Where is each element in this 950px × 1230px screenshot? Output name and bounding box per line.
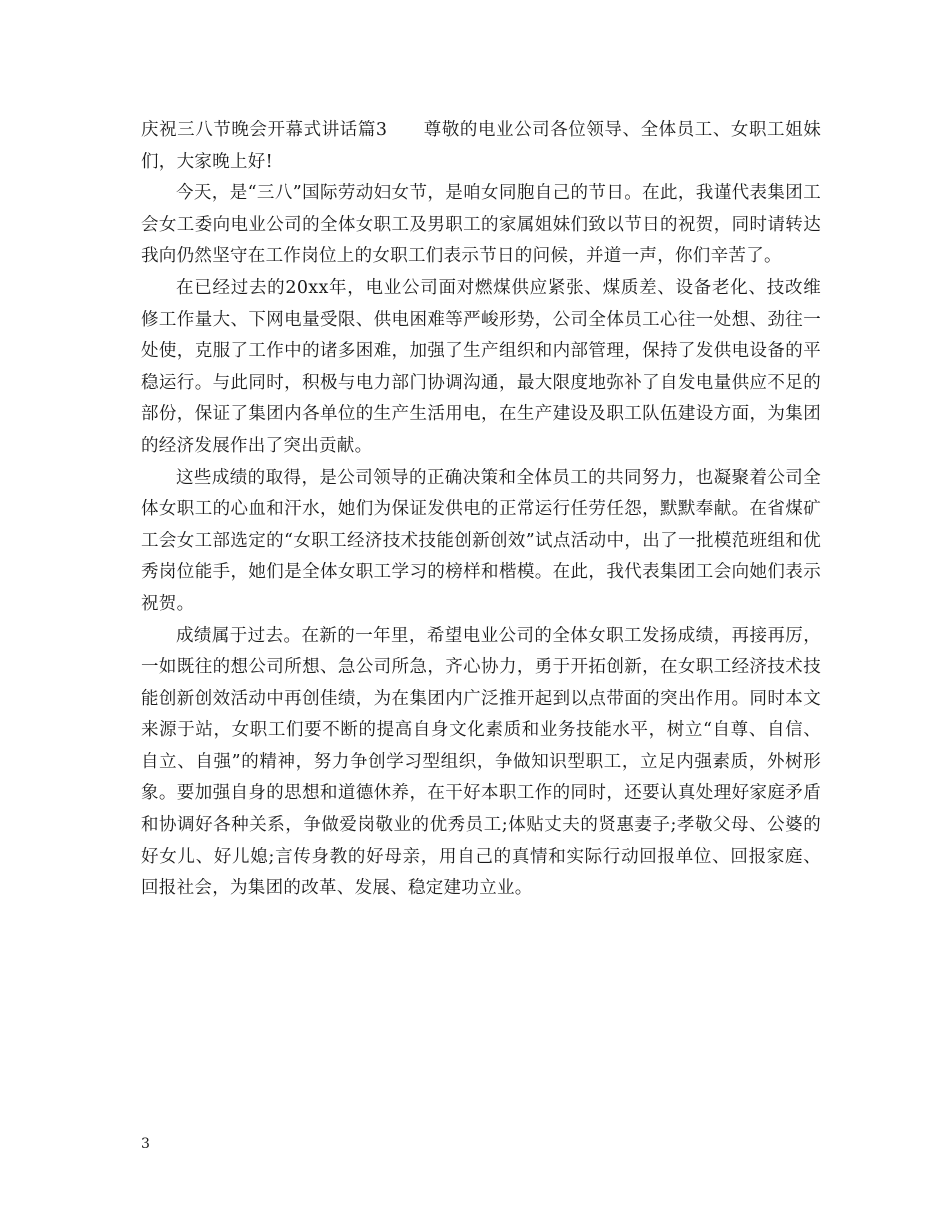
paragraph-1: 今天，是“三八”国际劳动妇女节，是咱女同胞自己的节日。在此，我谨代表集团工会女工委向电业公司的全体女职工及男职工的家属姐妹们致以节日的祝贺，同时请转达我向仍然坚守在工作岗位上的女职工们表示节日的问候，并道一声，你们辛苦了。 [141,183,821,267]
page-number: 3 [141,1136,150,1152]
document-heading-line: 庆祝三八节晚会开幕式讲话篇3 尊敬的电业公司各位领导、全体员工、女职工姐妹们，大家晚上好! [141,120,821,172]
paragraph-2: 在已经过去的20xx年，电业公司面对燃煤供应紧张、煤质差、设备老化、技改维修工作量大、下网电量受限、供电困难等严峻形势，公司全体员工心往一处想、劲往一处使，克服了工作中的诸多困难，加强了生产组织和内部管理，保持了发供电设备的平稳运行。与此同时，积极与电力部门协调沟通，最大限度地弥补了自发电量供应不足的部份，保证了集团内各单位的生产生活用电，在生产建设及职工队伍建设方面，为集团的经济发展作出了突出贡献。 [141,277,821,456]
paragraph-3: 这些成绩的取得，是公司领导的正确决策和全体员工的共同努力，也凝聚着公司全体女职工的心血和汗水，她们为保证发供电的正常运行任劳任怨，默默奉献。在省煤矿工会女工部选定的“女职工经济技术技能创新创效”试点活动中，出了一批模范班组和优秀岗位能手，她们是全体女职工学习的榜样和楷模。在此，我代表集团工会向她们表示祝贺。 [141,467,821,614]
document-body [141,115,821,905]
paragraph-4: 成绩属于过去。在新的一年里，希望电业公司的全体女职工发扬成绩，再接再厉，一如既往的想公司所想、急公司所急，齐心协力，勇于开拓创新，在女职工经济技术技能创新创效活动中再创佳绩，为在集团内广泛推开起到以点带面的突出作用。同时本文来源于站，女职工们要不断的提高自身文化素质和业务技能水平，树立“自尊、自信、自立、自强”的精神，努力争创学习型组织，争做知识型职工，立足内强素质，外树形象。要加强自身的思想和道德休养，在干好本职工作的同时，还要认真处理好家庭矛盾和协调好各种关系，争做爱岗敬业的优秀员工;体贴丈夫的贤惠妻子;孝敬父母、公婆的好女儿、好儿媳;言传身教的好母亲，用自己的真情和实际行动回报单位、回报家庭、回报社会，为集团的改革、发展、稳定建功立业。 [141,625,821,899]
